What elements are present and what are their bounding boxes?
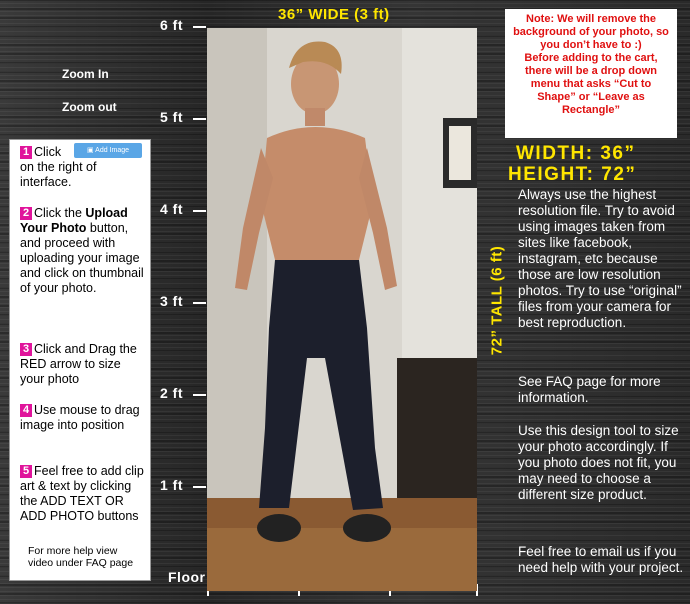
step-4-badge: 4: [20, 404, 32, 417]
add-image-label: Add Image: [95, 147, 130, 154]
ruler-3ft-tick: [193, 302, 206, 304]
photo-image[interactable]: [207, 28, 477, 591]
ruler-1ft-label: 1 ft: [160, 477, 183, 493]
info-paragraph-2: See FAQ page for more information.: [518, 374, 661, 405]
ruler-5ft-tick: [193, 118, 206, 120]
add-image-button[interactable]: [74, 143, 142, 158]
note-line-2: Before adding to the cart, there will be a drop down menu that asks “Cut to Shape” or “Leave as Rectangle”: [524, 52, 658, 116]
zoom-in-button[interactable]: Zoom In: [62, 67, 109, 81]
step-2-bold: Upload Your Photo: [20, 206, 128, 235]
note-box: [505, 9, 677, 138]
step-2: [20, 206, 145, 296]
step-3-badge: 3: [20, 343, 32, 356]
ruler-6ft-label: 6 ft: [160, 17, 183, 33]
width-dimension: WIDTH: 36”: [516, 143, 636, 164]
info-paragraph-3: Use this design tool to size your photo accordingly. If you photo does not fit, you may need to choose a different size product.: [518, 423, 679, 502]
step-2-text-b: button, and proceed with uploading your image and click on thumbnail of your photo.: [20, 221, 144, 295]
info-paragraph-4: Feel free to email us if you need help with your project.: [518, 544, 684, 575]
note-line-1: Note: We will remove the background of your photo, so you don’t have to :): [513, 13, 669, 51]
step-2-text-a: Click the: [34, 206, 86, 220]
step-1-text-b: on the right of interface.: [20, 160, 97, 189]
ruler-3ft-label: 3 ft: [160, 293, 183, 309]
image-icon: ▣: [86, 147, 94, 154]
ruler-1ft-tick: [193, 486, 206, 488]
ruler-6ft-tick: [193, 26, 206, 28]
step-1-badge: 1: [20, 146, 32, 159]
step-3: [20, 342, 142, 387]
ruler-2ft-tick: [193, 394, 206, 396]
step-5-badge: 5: [20, 465, 32, 478]
info-paragraph-1: Always use the highest resolution file. Try to avoid using images taken from sites like facebook, instagram, etc because those are low resolution photos. Try to use “original” files from your camera for best reproduction.: [518, 187, 682, 330]
step-5: [20, 464, 145, 524]
ruler-4ft-label: 4 ft: [160, 201, 183, 217]
help-text: For more help view video under FAQ page: [28, 545, 134, 569]
instructions-panel: [9, 139, 151, 581]
step-1-text-a: Click: [34, 145, 62, 159]
step-2-badge: 2: [20, 207, 32, 220]
step-4-text: Use mouse to drag image into position: [20, 403, 140, 432]
width-label: 36” WIDE (3 ft): [278, 6, 390, 23]
ruler-4ft-tick: [193, 210, 206, 212]
height-label: 72” TALL (6 ft): [488, 245, 506, 356]
zoom-out-button[interactable]: Zoom out: [62, 100, 117, 114]
step-5-text: Feel free to add clip art & text by clicking the ADD TEXT OR ADD PHOTO buttons: [20, 464, 144, 523]
step-3-text: Click and Drag the RED arrow to size your photo: [20, 342, 137, 386]
step-4: [20, 403, 142, 433]
ruler-2ft-label: 2 ft: [160, 385, 183, 401]
ruler-5ft-label: 5 ft: [160, 109, 183, 125]
floor-label: Floor: [168, 569, 206, 585]
design-canvas[interactable]: [207, 28, 477, 591]
height-dimension: HEIGHT: 72”: [508, 164, 637, 185]
